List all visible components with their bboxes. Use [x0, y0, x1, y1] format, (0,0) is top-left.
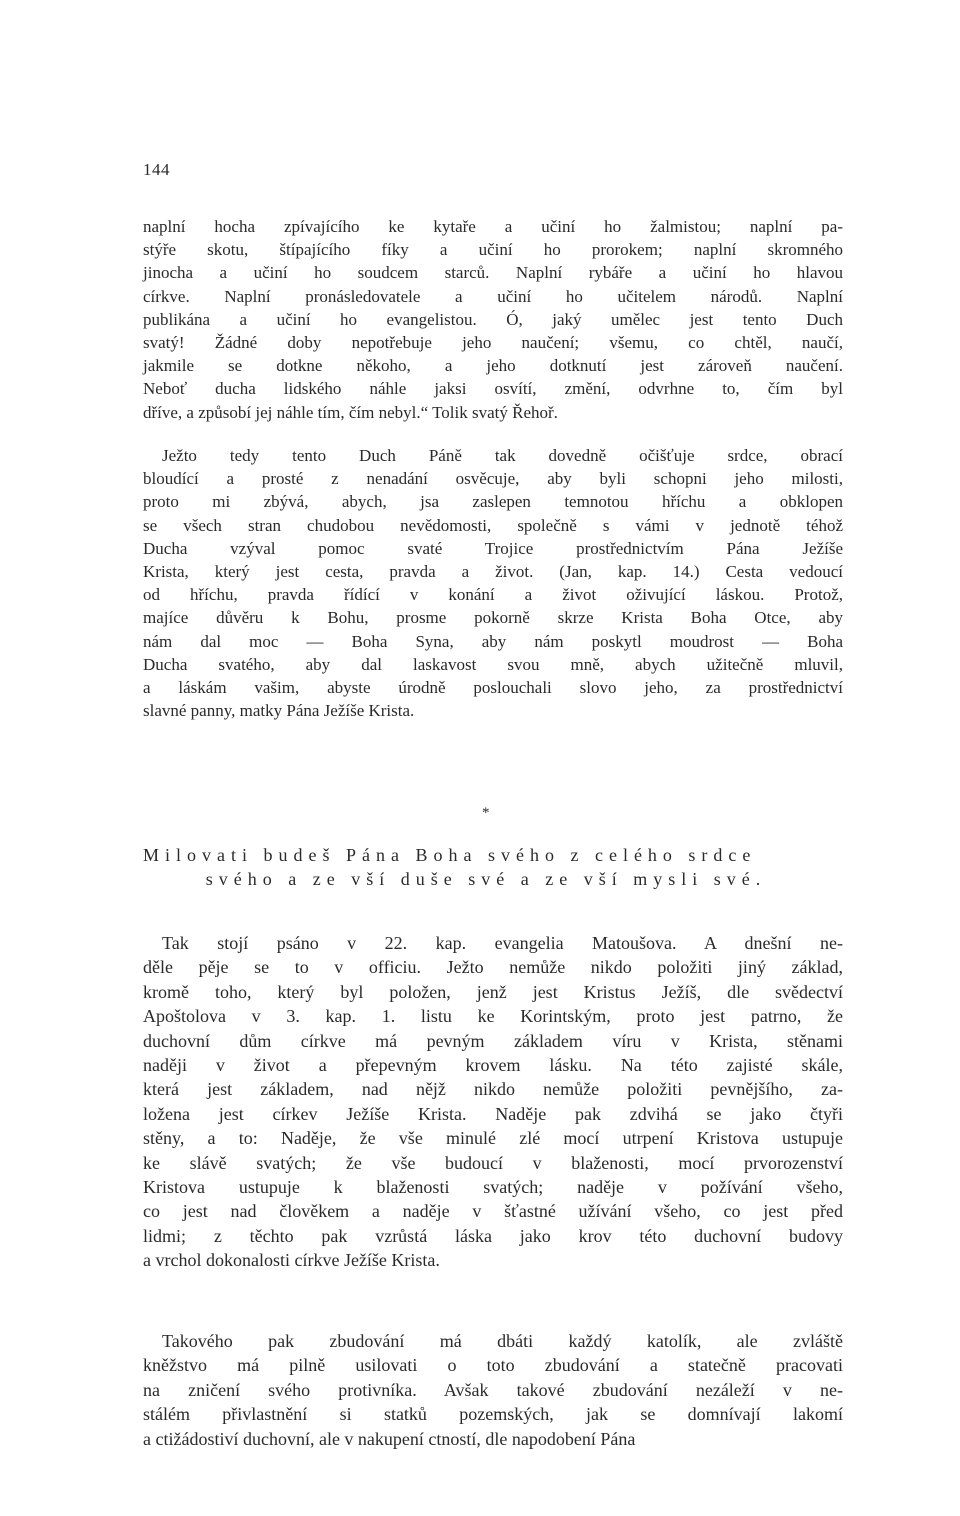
- paragraph-tak-stoji: [143, 931, 843, 1272]
- text-line: bloudící a prosté z nenadání osvěcuje, aby byli schopni jeho milosti,: [143, 469, 843, 489]
- section-separator: *: [482, 805, 490, 821]
- text-line: stýře skotu, štípajícího fíky a učiní ho prorokem; naplní skromného: [143, 240, 843, 260]
- text-line: kněžstvo má pilně usilovati o toto zbudování a statečně pracovati: [143, 1355, 843, 1376]
- text-line: proto mi zbývá, abych, jsa zaslepen temnotou hříchu a obklopen: [143, 492, 843, 512]
- section-heading: [143, 843, 843, 891]
- text-line: církve. Naplní pronásledovatele a učiní ho učitelem národů. Naplní: [143, 286, 843, 306]
- text-line: a ctižádostiví duchovní, ale v nakupení ctností, dle napodobení Pána: [143, 1428, 636, 1449]
- text-line: stěny, a to: Naděje, že vše minulé zlé mocí utrpení Kristova ustupuje: [143, 1128, 843, 1149]
- text-line: naplní hocha zpívajícího ke kytaře a učiní ho žalmistou; naplní pa-: [143, 217, 843, 236]
- text-line: od hříchu, pravda řídící v konání a život oživující láskou. Protož,: [143, 585, 843, 605]
- text-line: ke slávě svatých; že vše budoucí v blaženosti, mocí prvorozenství: [143, 1152, 843, 1173]
- text-line: stálém přivlastnění si statků pozemských, jak se domnívají lakomí: [143, 1404, 843, 1425]
- text-line: dříve, a způsobí jej náhle tím, čím nebyl.“ Tolik svatý Řehoř.: [143, 402, 558, 422]
- text-line: která jest základem, nad nějž nikdo nemůže položiti pevnějšího, za-: [143, 1079, 843, 1100]
- page-number: 144: [143, 160, 170, 179]
- text-line: děle pěje se to v officiu. Ježto nemůže nikdo položiti jiný základ,: [143, 957, 843, 978]
- text-line: jakmile se dotkne někoho, a jeho dotknutí jest zároveň naučení.: [143, 356, 843, 376]
- text-line: Apoštolova v 3. kap. 1. listu ke Korintským, proto jest patrno, že: [143, 1006, 843, 1027]
- text-line: Krista, který jest cesta, pravda a život. (Jan, kap. 14.) Cesta vedoucí: [143, 561, 843, 581]
- text-line: na zničení svého protivníka. Avšak takové zbudování nezáleží v ne-: [143, 1379, 843, 1400]
- paragraph-ezto-tedy: [143, 444, 843, 722]
- text-line: Kristova ustupuje k blaženosti svatých; naděje v požívání všeho,: [143, 1176, 843, 1197]
- text-line: majíce důvěru k Bohu, prosme pokorně skrze Krista Boha Otce, aby: [143, 608, 843, 628]
- text-line: co jest nad člověkem a naděje v šťastné užívání všeho, co jest před: [143, 1201, 843, 1222]
- text-line: publikána a učiní ho evangelistou. Ó, jaký umělec jest tento Duch: [143, 309, 843, 329]
- text-line: naději v život a přepevným krovem lásku. Na této zajisté skále,: [143, 1054, 843, 1075]
- text-line: a láskám vašim, abyste úrodně poslouchali slovo jeho, za prostřednictví: [143, 677, 843, 697]
- paragraph-continuation: [143, 215, 843, 424]
- text-line: ložena jest církev Ježíše Krista. Naděje pak zdvihá se jako čtyři: [143, 1103, 843, 1124]
- text-line: kromě toho, který byl položen, jenž jest Kristus Ježíš, dle svědectví: [143, 981, 843, 1002]
- text-line: Ježto tedy tento Duch Páně tak dovedně očišťuje srdce, obrací: [162, 446, 843, 465]
- text-line: a vrchol dokonalosti církve Ježíše Krista.: [143, 1250, 440, 1271]
- text-line: slavné panny, matky Pána Ježíše Krista.: [143, 701, 415, 721]
- text-line: Takového pak zbudování má dbáti každý katolík, ale zvláště: [162, 1331, 843, 1351]
- heading-line-2: svého a ze vší duše své a ze vší mysli své.: [205, 869, 767, 889]
- text-line: Neboť ducha lidského náhle jaksi osvítí, změní, odvrhne to, čím byl: [143, 379, 843, 399]
- paragraph-takoveho: [143, 1329, 843, 1451]
- heading-line-1: Milovati budeš Pána Boha svého z celého srdce: [143, 845, 757, 865]
- text-line: se všech stran chudobou nevědomosti, společně s vámi v jednotě téhož: [143, 515, 843, 535]
- text-line: duchovní dům církve má pevným základem víru v Krista, stěnami: [143, 1030, 843, 1051]
- text-line: svatý! Žádné doby nepotřebuje jeho naučení; všemu, co chtěl, naučí,: [143, 332, 843, 352]
- text-line: jinocha a učiní ho soudcem starců. Naplní rybáře a učiní ho hlavou: [143, 263, 843, 283]
- text-line: Tak stojí psáno v 22. kap. evangelia Matoušova. A dnešní ne-: [162, 933, 843, 953]
- text-line: Ducha svatého, aby dal laskavost svou mně, abych užitečně mluvil,: [143, 654, 843, 674]
- text-line: lidmi; z těchto pak vzrůstá láska jako krov této duchovní budovy: [143, 1225, 843, 1246]
- text-line: nám dal moc — Boha Syna, aby nám poskytl moudrost — Boha: [143, 631, 843, 651]
- text-line: Ducha vzýval pomoc svaté Trojice prostřednictvím Pána Ježíše: [143, 538, 843, 558]
